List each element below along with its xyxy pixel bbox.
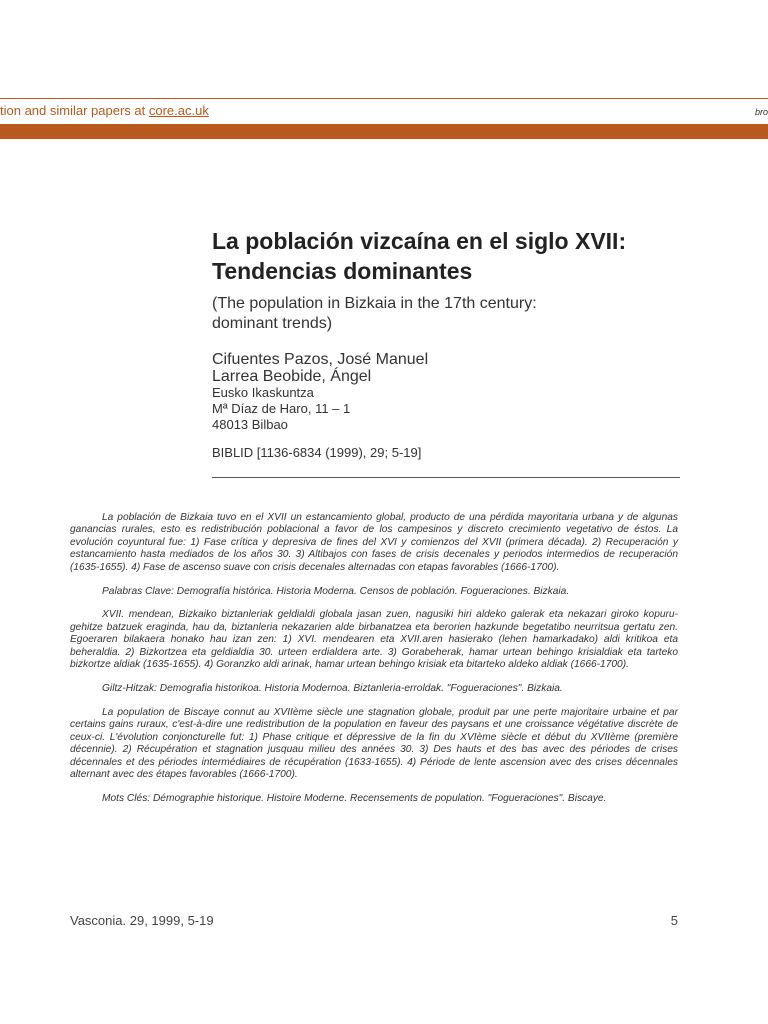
abstract-basque: XVII. mendean, Bizkaiko biztanleriak geldialdi globala jasan zuen, nagusiki hiri aldeko galerak eta nekazari giroko kopuru-gehitze batzuek eraginda, hau da, biztanleria nekazarien alde birbanatzea eta berorien hazkunde begetatibo neurritsua gertatu zen. Egoeraren bilakaera honako hau izan zen: 1) XVI. mendearen eta XVII.aren hasierako (lehen hamarkadako) aldi kritikoa eta beheraldia. 2) Bizkortzea eta geldialdia 30. urteen erdialdera arte. 3) Gorabeherak, hamar urtean behingo krisialdiak eta tarteko bizkortze aldiak (1635-1655). 4) Goranzko aldi arinak, hamar urtean behingo krisiak eta bitarteko aldeko aldiak (1666-1700).: [70, 609, 678, 671]
core-link[interactable]: core.ac.uk: [148, 103, 209, 118]
banner-color-bar: [0, 124, 768, 139]
core-banner: [0, 98, 768, 125]
banner-prefix: tion and similar papers at: [0, 103, 149, 118]
abstracts: [70, 512, 678, 817]
keywords-french: Mots Clés: Démographie historique. Histoire Moderne. Recensements de population. "Fogueraciones". Biscaye.: [102, 792, 607, 804]
affiliation-line: Mª Díaz de Haro, 11 – 1: [212, 401, 351, 416]
abstract-spanish: La población de Bizkaia tuvo en el XVII un estancamiento global, producto de una pérdida mayoritaria urbana y de algunas ganancias rurales, esto es redistribución poblacional a favor de los campesinos y discreto crecimiento vegetativo de éstos. La evolución coyuntural fue: 1) Fase crítica y depresiva de fines del XVI y comienzos del XVII (primera década). 2) Recuperación y estancamiento hasta mediados de los años 30. 3) Altibajos con fases de crisis decenales y periodos intermedios de recuperación (1635-1655). 4) Fase de ascenso suave con crisis decenales alternadas con etapas favorables (1666-1700).: [70, 512, 678, 573]
keywords-spanish: Palabras Clave: Demografía histórica. Historia Moderna. Censos de población. Fogueraciones. Bizkaia.: [102, 585, 570, 597]
paper-title: [212, 226, 682, 286]
affiliation-line: Eusko Ikaskuntza: [212, 385, 314, 400]
page-number: 5: [670, 913, 678, 928]
paper-subtitle: [212, 294, 682, 334]
title-line-1: La población vizcaína en el siglo XVII:: [212, 228, 627, 254]
affiliation-line: 48013 Bilbao: [212, 417, 288, 432]
journal-citation: Vasconia. 29, 1999, 5-19: [70, 913, 214, 928]
keywords-basque: Giltz-Hitzak: Demografia historikoa. Historia Modernoa. Biztanleria-erroldak. "Fogueraciones". Bizkaia.: [102, 682, 563, 694]
header-divider: [212, 477, 680, 478]
banner-right-text: bro: [754, 107, 768, 117]
banner-text: [0, 103, 209, 118]
author-name: Larrea Beobide, Ángel: [212, 368, 372, 385]
affiliation: [212, 385, 682, 433]
subtitle-line-2: dominant trends): [212, 315, 333, 332]
biblid: BIBLID [1136-6834 (1999), 29; 5-19]: [212, 445, 422, 460]
author-list: [212, 351, 682, 385]
title-line-2: Tendencias dominantes: [212, 258, 473, 284]
author-name: Cifuentes Pazos, José Manuel: [212, 351, 429, 368]
subtitle-line-1: (The population in Bizkaia in the 17th century:: [212, 295, 537, 312]
abstract-french: La population de Biscaye connut au XVIIème siècle une stagnation globale, produit par une perte majoritaire urbaine et par certains gains ruraux, c'est-à-dire une redistribution de la population en faveur des paysans et une croissance végétative discrète de ceux-ci. L'évolution conjoncturelle fut: 1) Phase critique et dépressive de la fin du XVIème siècle et début du XVIIème (première décennie). 2) Récupération et stagnation jusquau milieu des années 30. 3) Des hauts et des bas avec des périodes de crises décennales et des périodes intermédiaires de récupération (1633-1655). 4) Période de lente ascension avec des crises décennales alternant avec des étapes favorables (1666-1700).: [70, 706, 678, 780]
paper-header: [212, 226, 682, 460]
